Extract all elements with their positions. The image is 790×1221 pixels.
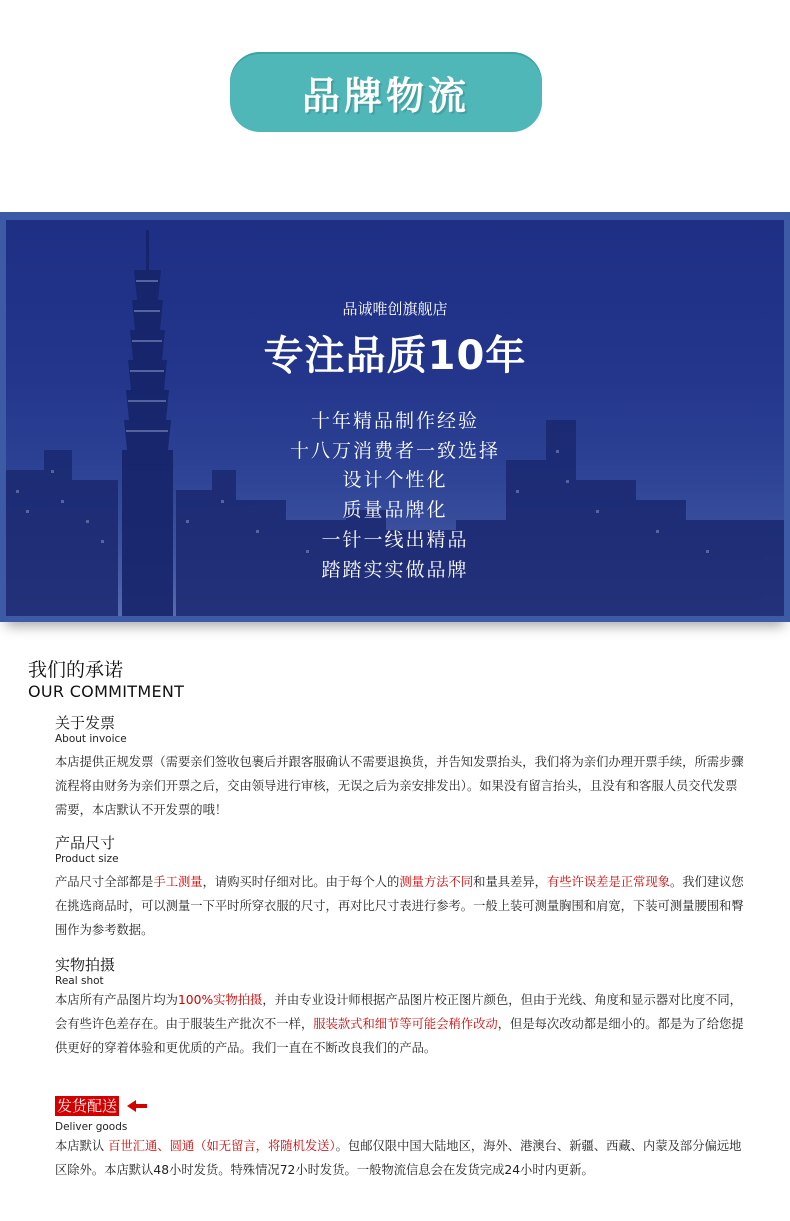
size-highlight: 有些许误差是正常现象 [546, 875, 670, 889]
size-highlight: 测量方法不同 [399, 875, 474, 889]
delivery-section [55, 1095, 770, 1182]
real-shot-section [55, 956, 770, 1060]
selling-point: 十年精品制作经验 [310, 410, 479, 432]
brand-banner-frame [0, 212, 790, 622]
invoice-title-en: About invoice [55, 733, 127, 745]
delivery-text: 。包邮仅限中国大陆地区，海外、港澳台、新疆、西藏、内蒙及部分偏远地区除外。本店默认48小时发货。特殊情况72小时发货。一般物流信息会在发货完成24小时内更新。 [55, 1139, 742, 1177]
arrow-left-icon [127, 1100, 136, 1112]
selling-point: 质量品牌化 [342, 499, 448, 522]
real-shot-highlight: 100%实物拍摄 [177, 993, 263, 1007]
size-title-en: Product size [55, 853, 119, 865]
invoice-section [55, 714, 770, 822]
commitment-title-cn: 我们的承诺 [28, 659, 124, 681]
delivery-body [55, 1134, 745, 1182]
selling-point: 十八万消费者一致选择 [289, 439, 500, 462]
delivery-text: 本店默认 [55, 1139, 109, 1153]
selling-point: 设计个性化 [342, 469, 448, 492]
size-text: 。我们建议您在挑选商品时，可以测量一下平时所穿衣服的尺寸，再对比尺寸表进行参考。一般上装可测量胸围和肩宽，下装可测量腰围和臀围作为参考数据。 [55, 875, 744, 937]
real-shot-highlight: 服装款式和细节等可能会稍作改动 [313, 1017, 498, 1031]
commitment-heading [28, 658, 184, 702]
size-highlight: 手工测量 [153, 875, 203, 889]
size-title-cn: 产品尺寸 [55, 834, 116, 852]
real-shot-body [55, 988, 745, 1060]
banner-selling-points [6, 407, 784, 585]
delivery-heading [55, 1095, 770, 1117]
banner-headline: 专注品质10年 [263, 333, 527, 379]
invoice-title-cn: 关于发票 [55, 714, 116, 732]
real-shot-text: ，但是每次改动都是细小的。都是为了给您提供更好的穿着体验和更优质的产品。我们一直在不断改良我们的产品。 [55, 1017, 744, 1055]
brand-logistics-title-badge [230, 52, 542, 132]
real-shot-title-en: Real shot [55, 975, 104, 987]
commitment-title-en: OUR COMMITMENT [28, 682, 185, 701]
delivery-title-badge: 发货配送 [57, 1097, 118, 1115]
page-title: 品牌物流 [301, 73, 470, 118]
selling-point: 一针一线出精品 [321, 528, 469, 551]
brand-banner [6, 220, 784, 616]
size-text: 产品尺寸全部都是 [55, 875, 154, 889]
size-body [55, 870, 745, 942]
size-text: 和量具差异， [473, 875, 547, 889]
real-shot-title-cn: 实物拍摄 [55, 956, 116, 974]
selling-point: 踏踏实实做品牌 [321, 558, 469, 581]
invoice-body: 本店提供正规发票（需要亲们签收包裹后并跟客服确认不需要退换货，并告知发票抬头，我们将为亲们办理开票手续，所需步骤流程将由财务为亲们开票之后，交由领导进行审核，无误之后为亲安排发出）。如果没有留言抬头，且没有和客服人员交代发票需要，本店默认不开发票的哦！ [55, 755, 744, 817]
real-shot-text: 本店所有产品图片均为 [55, 993, 178, 1007]
delivery-highlight: 百世汇通、圆通（如无留言，将随机发送） [108, 1139, 336, 1153]
delivery-title-en: Deliver goods [55, 1121, 128, 1133]
size-text: ，请购买时仔细对比。由于每个人的 [202, 875, 400, 889]
size-section [55, 834, 770, 942]
store-name: 品诚唯创旗舰店 [342, 300, 448, 318]
real-shot-text: ，并由专业设计师根据产品图片校正图片颜色，但由于光线、角度和显示器对比度不同，会有些许色差存在。由于服装生产批次不一样， [55, 993, 742, 1031]
